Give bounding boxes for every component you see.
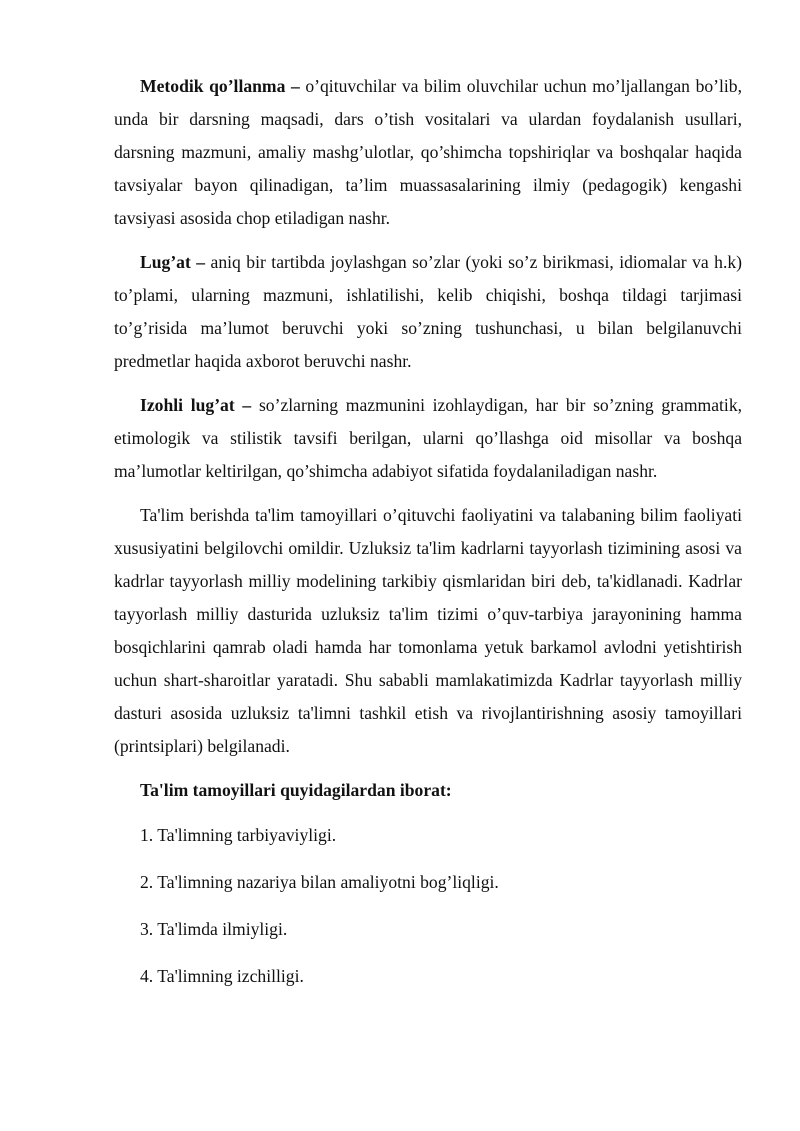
term: Lug’at – xyxy=(140,252,206,272)
document-page xyxy=(114,70,742,1007)
list-item: 4. Ta'limning izchilligi. xyxy=(140,966,304,986)
list-item: 3. Ta'limda ilmiyligi. xyxy=(140,919,288,939)
principles-list xyxy=(114,819,742,993)
body-paragraph: Ta'lim berishda ta'lim tamoyillari o’qituvchi faoliyatini va talabaning bilim faoliyati xususiyatini belgilovchi omildir. Uzluksiz ta'lim kadrlarni tayyorlash tizimining asosi va kadrlar tayyorlash milliy modelining tarkibiy qismlaridan biri deb, ta'kidlanadi. Kadrlar tayyorlash milliy dasturida uzluksiz ta'lim tizimi o’quv-tarbiya jarayonining hamma bosqichlarini qamrab oladi hamda har tomonlama yetuk barkamol avlodni yetishtirish uchun shart-sharoitlar yaratadi. Shu sababli mamlakatimizda Kadrlar tayyorlash milliy dasturi asosida uzluksiz ta'limni tashkil etish va rivojlantirishning asosiy tamoyillari (printsiplari) belgilanadi. xyxy=(114,505,742,756)
principles-heading: Ta'lim tamoyillari quyidagilardan iborat: xyxy=(140,780,452,800)
definition-text: o’qituvchilar va bilim oluvchilar uchun mo’ljallangan bo’lib, unda bir darsning maqsadi, dars o’tish vositalari va ulardan foydalanish usullari, darsning mazmuni, amaliy mashg’ulotlar, qo’shimcha topshiriqlar va boshqalar haqida tavsiyalar bayon qilinadigan, ta’lim muassasalarining ilmiy (pedagogik) kengashi tavsiyasi asosida chop etiladigan nashr. xyxy=(114,76,742,228)
list-item: 2. Ta'limning nazariya bilan amaliyotni bog’liqligi. xyxy=(140,872,499,892)
definition-text: so’zlarning mazmunini izohlaydigan, har bir so’zning grammatik, etimologik va stilistik tavsifi berilgan, ularni qo’llashga oid misollar va boshqa ma’lumotlar keltirilgan, qo’shimcha adabiyot sifatida foydalaniladigan nashr. xyxy=(114,395,743,481)
definition-text: aniq bir tartibda joylashgan so’zlar (yoki so’z birikmasi, idiomalar va h.k) to’plami, ularning mazmuni, ishlatilishi, kelib chiqishi, boshqa tildagi tarjimasi to’g’risida ma’lumot beruvchi yoki so’zning tushunchasi, u bilan belgilanuvchi predmetlar haqida axborot beruvchi nashr. xyxy=(114,252,742,371)
term: Izohli lug’at – xyxy=(140,395,252,415)
list-item: 1. Ta'limning tarbiyaviyligi. xyxy=(140,825,337,845)
term: Metodik qo’llanma – xyxy=(140,76,300,96)
definition-lugat xyxy=(114,246,742,378)
definition-izohli-lugat xyxy=(114,389,742,488)
definition-metodik-qollanma xyxy=(114,70,742,235)
